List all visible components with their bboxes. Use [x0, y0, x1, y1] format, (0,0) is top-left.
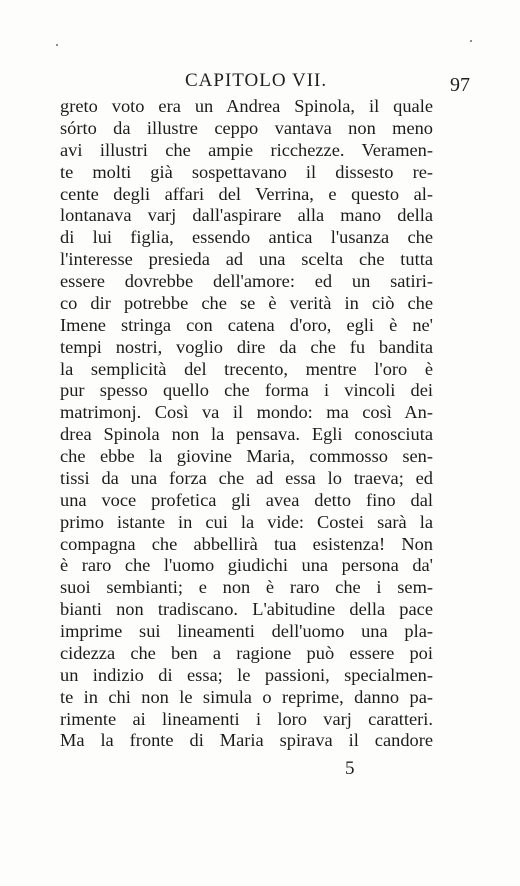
text-line: imprime sui lineamenti dell'uomo una pla-	[60, 621, 433, 641]
text-line: cente degli affari del Verrina, e questo al-	[60, 183, 433, 204]
signature-mark: 5	[345, 758, 355, 779]
text-line: lontanava varj dall'aspirare alla mano della	[60, 205, 433, 226]
text-line: un indizio di essa; le passioni, specialmen-	[60, 664, 433, 685]
text-line: Ma la fronte di Maria spirava il candore	[60, 730, 433, 751]
text-line: la semplicità del trecento, mentre l'oro è	[60, 358, 433, 379]
text-line: sórto da illustre ceppo vantava non meno	[60, 117, 433, 138]
text-line: una voce profetica gli avea detto fino dal	[60, 489, 433, 510]
text-line: tissi da una forza che ad essa lo traeva; ed	[60, 467, 433, 488]
paper-speck	[470, 40, 472, 42]
text-line: matrimonj. Così va il mondo: ma così An-	[60, 402, 433, 423]
page-header	[60, 70, 470, 96]
text-line: bianti non tradiscano. L'abitudine della pace	[60, 599, 433, 620]
page-number: 97	[450, 74, 470, 96]
running-head: CAPITOLO VII.	[185, 70, 328, 91]
text-line: avi illustri che ampie ricchezze. Veramen-	[60, 139, 433, 160]
text-line: te molti già sospettavano il dissesto re-	[60, 161, 433, 182]
text-line: co dir potrebbe che se è verità in ciò che	[60, 292, 433, 313]
text-line: drea Spinola non la pensava. Egli conosciuta	[60, 424, 433, 445]
text-line: pur spesso quello che forma i vincoli dei	[60, 380, 433, 401]
text-line: che ebbe la giovine Maria, commosso sen-	[60, 446, 433, 466]
paper-speck	[56, 44, 58, 46]
text-line: rimente ai lineamenti i loro varj caratteri.	[60, 708, 433, 729]
text-line: di lui figlia, essendo antica l'usanza che	[60, 227, 433, 248]
text-line: l'interesse presieda ad una scelta che tutta	[60, 249, 433, 270]
text-line: compagna che abbellirà tua esistenza! Non	[60, 533, 433, 554]
text-line: essere dovrebbe dell'amore: ed un satiri-	[60, 271, 433, 291]
text-line: è raro che l'uomo giudichi una persona da'	[60, 555, 433, 576]
text-line: primo istante in cui la vide: Costei sarà la	[60, 511, 433, 532]
text-line: cidezza che ben a ragione può essere poi	[60, 642, 433, 663]
text-line: suoi sembianti; e non è raro che i sem-	[60, 577, 433, 598]
text-line: te in chi non le simula o reprime, danno pa-	[60, 686, 433, 707]
text-line: Imene stringa con catena d'oro, egli è ne'	[60, 314, 433, 335]
body-text	[60, 96, 433, 752]
text-line: tempi nostri, voglio dire da che fu bandita	[60, 336, 433, 357]
text-line: greto voto era un Andrea Spinola, il quale	[60, 96, 433, 116]
